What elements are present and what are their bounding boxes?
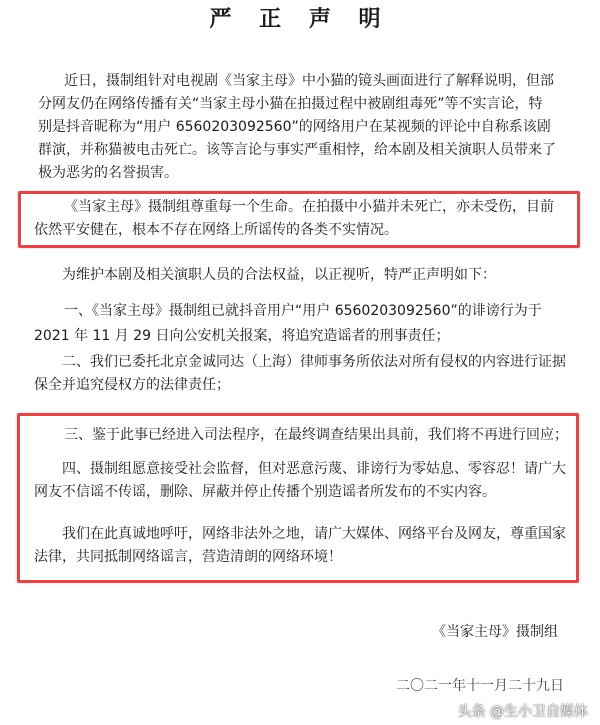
signature: 《当家主母》摄制组 [432,624,558,640]
para1-line: 极为恶劣的名誉损害。 [38,165,178,181]
para1-line: 分网友仍在网络传播有关“当家主母小猫在拍摄过程中被剧组毒死”等不实言论，特 [38,96,543,112]
appeal-line: 法律，共同抵制网络谣言，营造清朗的网络环境！ [34,549,342,565]
para2-line: 《当家主母》摄制组尊重每一个生命。在拍摄中小猫并未死亡，亦未受伤，目前 [64,199,554,215]
item2-line: 保全并追究侵权方的法律责任； [34,377,230,393]
statement-date: 二〇二一年十一月二十九日 [396,678,564,694]
para1-line: 别是抖音昵称为“用户 6560203092560”的网络用户在某视频的评论中自称系该剧 [38,119,551,135]
watermark: 头条 @生小卫自媒体 [457,704,588,720]
para2-line: 依然平安健在，根本不存在网络上所谣传的各类不实情况。 [34,222,398,238]
item4-line: 网友不信谣不传谣，删除、屏蔽并停止传播个别造谣者所发布的不实内容。 [34,484,496,500]
item1-line: 一、《当家主母》摄制组已就抖音用户“用户 6560203092560”的诽谤行为于 [64,303,542,319]
item1-line: 2021 年 11 月 29 日向公安机关报案，将追究造谣者的刑事责任； [34,328,450,344]
item3-line: 三、鉴于此事已经进入司法程序，在最终调查结果出具前，我们将不再进行回应； [64,427,568,443]
appeal-line: 我们在此真诚地呼吁，网络非法外之地，请广大媒体、网络平台及网友，尊重国家 [62,526,566,542]
statement-title: 严 正 声 明 [209,7,391,32]
para1-line: 群演，并称猫被电击死亡。该等言论与事实严重相悖，给本剧及相关演职人员带来了 [38,142,556,158]
para3-line: 为维护本剧及相关演职人员的合法权益，以正视听，特严正声明如下： [62,267,496,283]
item2-line: 二、我们已委托北京金诚同达（上海）律师事务所依法对所有侵权的内容进行证据 [62,354,566,370]
para1-line: 近日，摄制组针对电视剧《当家主母》中小猫的镜头画面进行了解释说明，但部 [64,73,554,89]
item4-line: 四、摄制组愿意接受社会监督，但对恶意污蔑、诽谤行为零姑息、零容忍！请广大 [62,461,566,477]
